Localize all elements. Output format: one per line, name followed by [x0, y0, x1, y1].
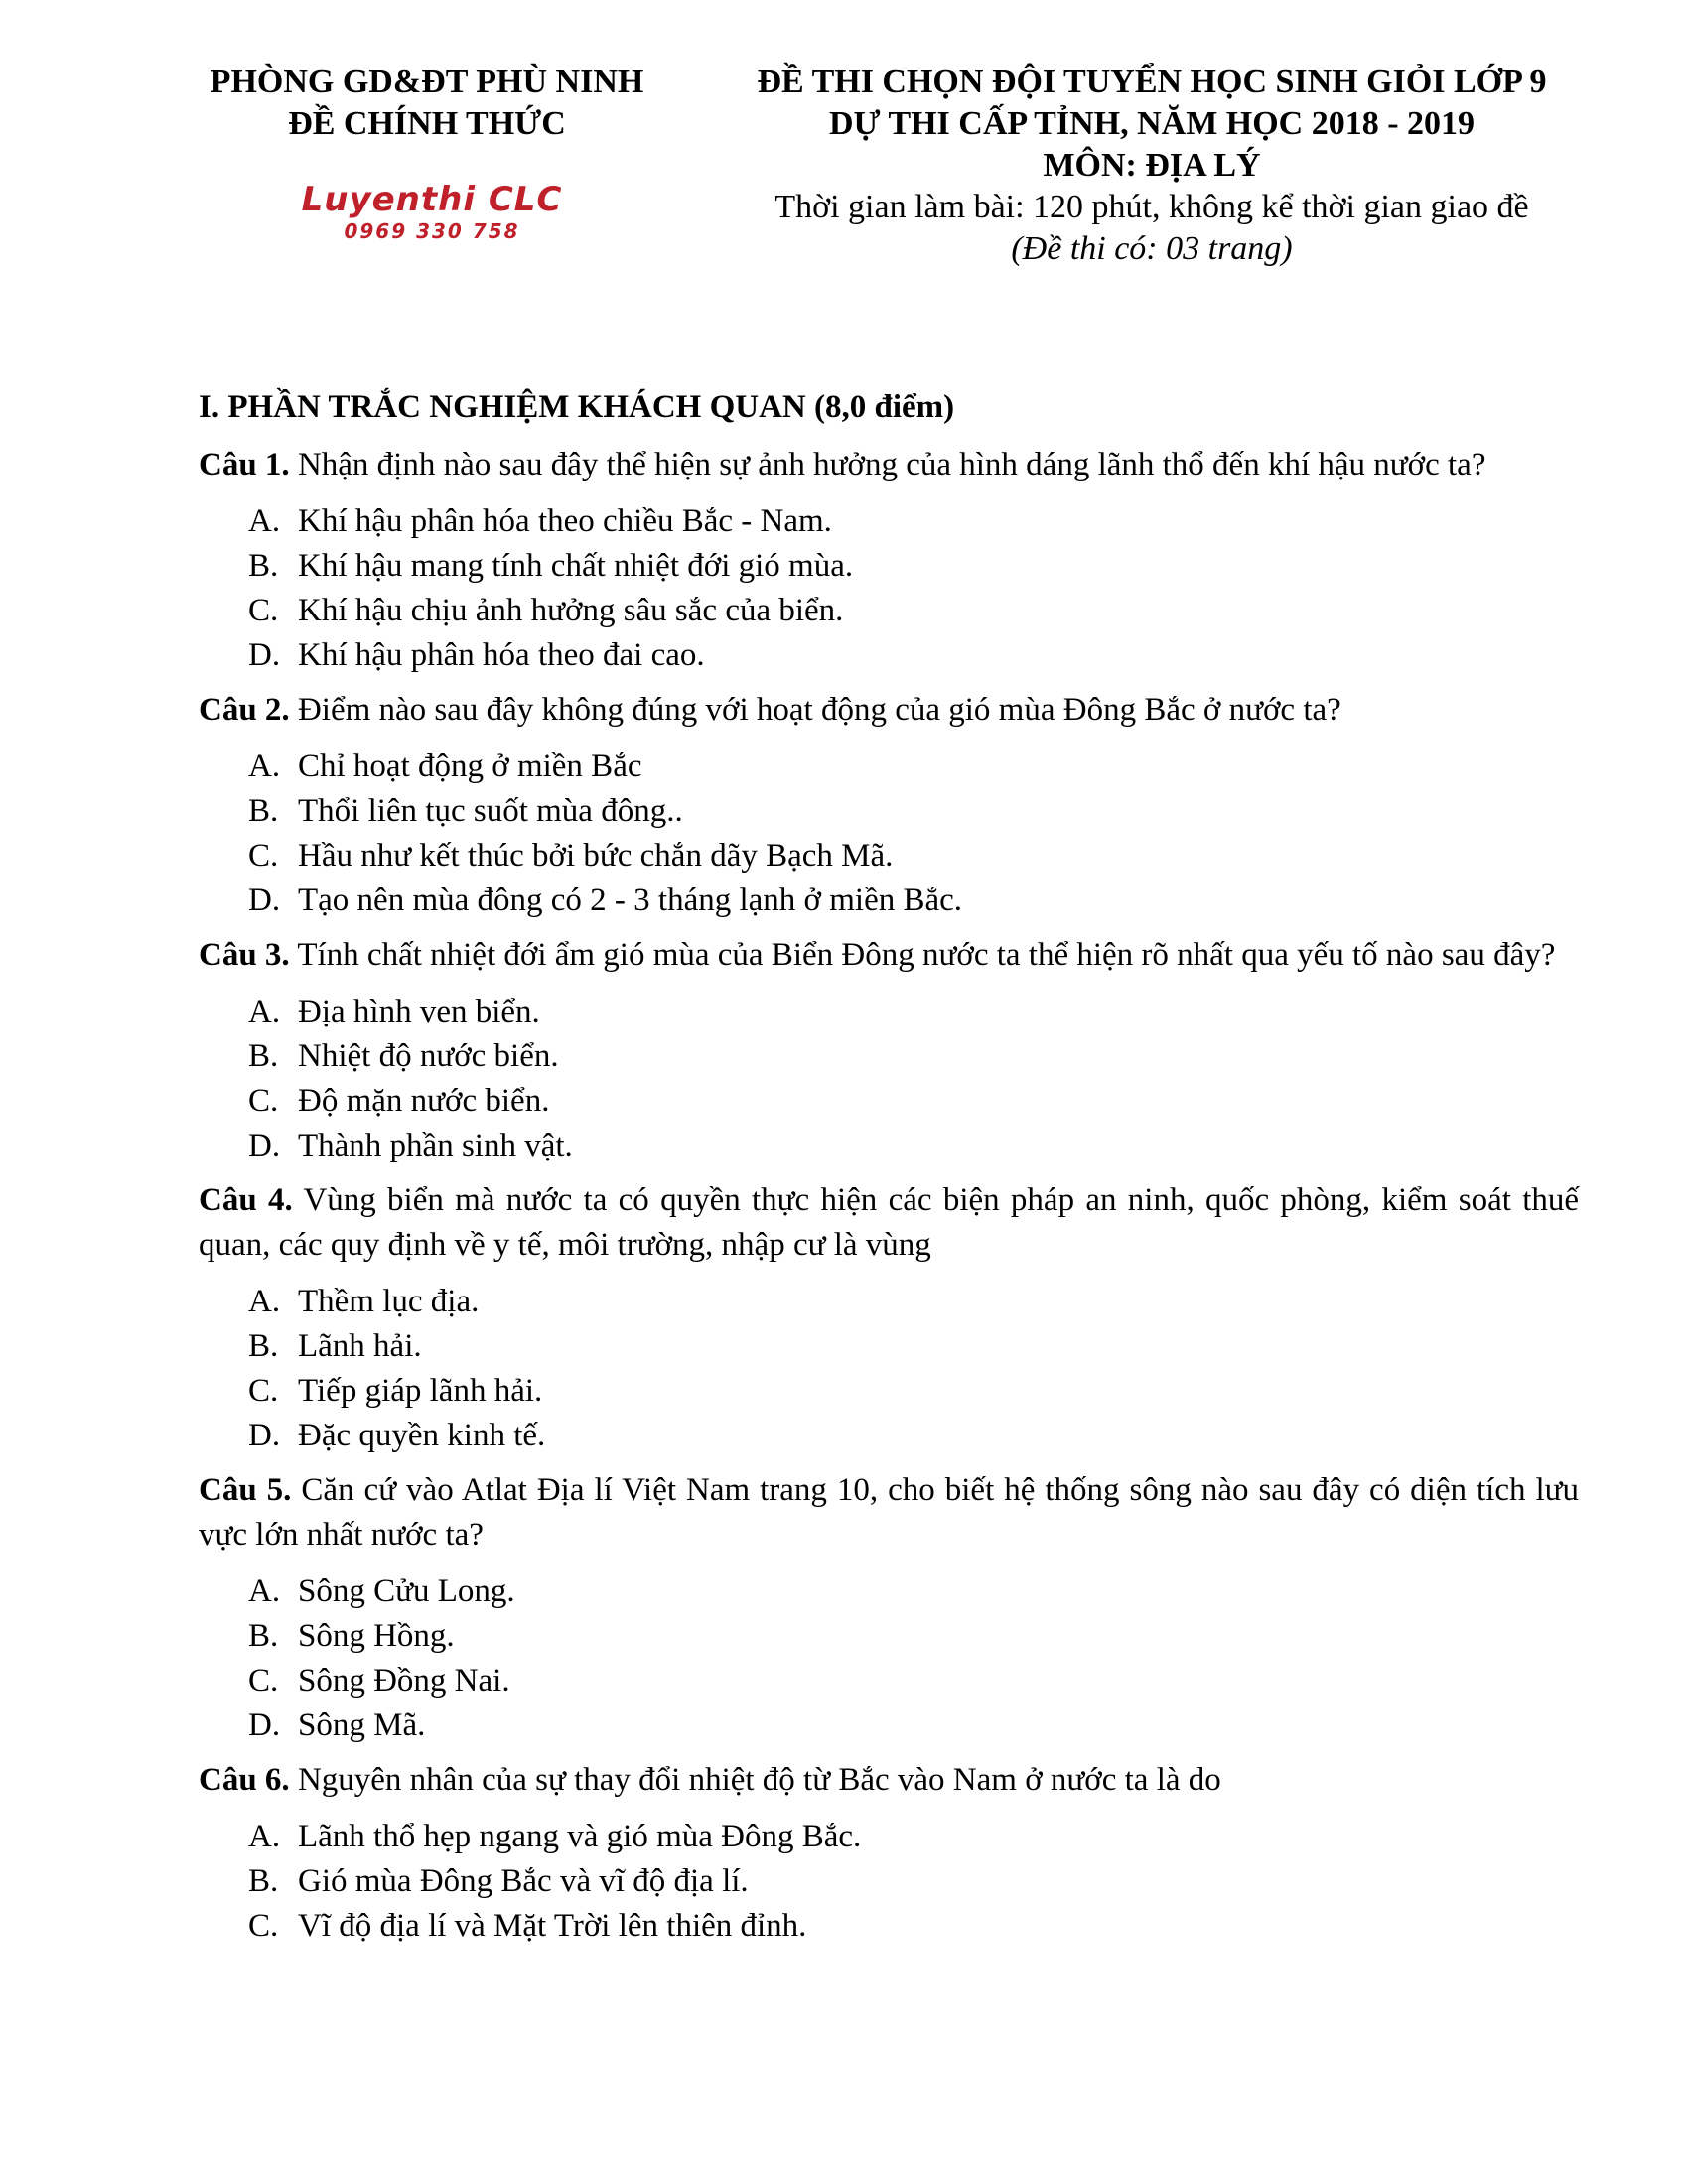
question-label: Câu 2. [199, 692, 290, 728]
question-label: Câu 1. [199, 447, 290, 482]
page-count-note: (Đề thi có: 03 trang) [1011, 230, 1293, 267]
answer-options [199, 1280, 1579, 1458]
option-letter: D. [248, 1418, 281, 1453]
option-text: Tiếp giáp lãnh hải. [298, 1373, 543, 1409]
question-text [199, 443, 1579, 487]
exam-title: ĐỀ THI CHỌN ĐỘI TUYỂN HỌC SINH GIỎI LỚP 9 [757, 64, 1547, 100]
option-text: Gió mùa Đông Bắc và vĩ độ địa lí. [298, 1863, 749, 1899]
option-letter: D. [248, 637, 281, 673]
answer-option [199, 879, 1579, 923]
option-letter: C. [248, 1908, 279, 1944]
question-body: Nhận định nào sau đây thể hiện sự ảnh hưởng của hình dáng lãnh thổ đến khí hậu nước ta? [297, 447, 1486, 482]
option-text: Tạo nên mùa đông có 2 - 3 tháng lạnh ở miền Bắc. [298, 883, 963, 918]
option-text: Khí hậu mang tính chất nhiệt đới gió mùa. [298, 548, 854, 584]
header-right [715, 62, 1589, 270]
answer-option [199, 544, 1579, 589]
answer-option [199, 1369, 1579, 1414]
subject: MÔN: ĐỊA LÝ [1043, 147, 1261, 184]
logo-name: Luyenthi CLC [301, 180, 563, 219]
answer-option [199, 1124, 1579, 1168]
option-text: Sông Mã. [298, 1707, 426, 1743]
option-letter: D. [248, 1128, 281, 1163]
question-body: Điểm nào sau đây không đúng với hoạt động của gió mùa Đông Bắc ở nước ta? [297, 692, 1341, 728]
option-letter: B. [248, 1328, 279, 1364]
answer-option [199, 1414, 1579, 1458]
answer-options [199, 1815, 1579, 1949]
answer-option [199, 1659, 1579, 1704]
option-letter: A. [248, 749, 281, 784]
exam-content [199, 385, 1579, 1959]
question-text [199, 933, 1579, 978]
question-body: Vùng biển mà nước ta có quyền thực hiện các biện pháp an ninh, quốc phòng, kiểm soát thuế quan, các quy định về y tế, môi trường, nhập cư là vùng [199, 1182, 1580, 1263]
section-title: I. PHẦN TRẮC NGHIỆM KHÁCH QUAN (8,0 điểm) [199, 389, 955, 425]
answer-options [199, 990, 1579, 1168]
answer-option [199, 1614, 1579, 1659]
option-letter: C. [248, 1663, 279, 1699]
option-text: Nhiệt độ nước biển. [298, 1038, 559, 1074]
answer-option [199, 990, 1579, 1034]
answer-option [199, 1324, 1579, 1369]
header-left [189, 62, 665, 145]
question-label: Câu 6. [199, 1762, 290, 1798]
option-letter: B. [248, 1863, 279, 1899]
answer-option [199, 789, 1579, 834]
option-text: Khí hậu phân hóa theo chiều Bắc - Nam. [298, 503, 832, 539]
question-item [199, 933, 1579, 1168]
question-body: Căn cứ vào Atlat Địa lí Việt Nam trang 10, cho biết hệ thống sông nào sau đây có diện tích lưu vực lớn nhất nước ta? [199, 1472, 1580, 1553]
option-text: Khí hậu phân hóa theo đai cao. [298, 637, 705, 673]
option-letter: A. [248, 503, 281, 539]
question-item [199, 688, 1579, 923]
question-text [199, 1758, 1579, 1803]
answer-option [199, 1815, 1579, 1859]
luyenthi-logo [280, 181, 584, 252]
option-letter: B. [248, 1618, 279, 1654]
option-letter: B. [248, 1038, 279, 1074]
question-body: Nguyên nhân của sự thay đổi nhiệt độ từ Bắc vào Nam ở nước ta là do [297, 1762, 1221, 1798]
option-text: Khí hậu chịu ảnh hưởng sâu sắc của biển. [298, 593, 844, 628]
option-letter: C. [248, 593, 279, 628]
option-letter: C. [248, 838, 279, 874]
option-text: Sông Hồng. [298, 1618, 455, 1654]
exam-subtitle: DỰ THI CẤP TỈNH, NĂM HỌC 2018 - 2019 [828, 105, 1476, 142]
question-text [199, 1468, 1579, 1558]
option-text: Thềm lục địa. [298, 1284, 480, 1319]
option-text: Thổi liên tục suốt mùa đông.. [298, 793, 683, 829]
option-text: Vĩ độ địa lí và Mặt Trời lên thiên đỉnh. [298, 1908, 807, 1944]
question-text [199, 1178, 1579, 1268]
question-item [199, 1758, 1579, 1949]
answer-option [199, 1704, 1579, 1748]
option-text: Sông Cửu Long. [298, 1573, 515, 1609]
option-letter: D. [248, 883, 281, 918]
answer-option [199, 633, 1579, 678]
question-item [199, 443, 1579, 678]
option-letter: C. [248, 1083, 279, 1119]
option-text: Độ mặn nước biển. [298, 1083, 550, 1119]
logo-phone: 0969 330 758 [344, 219, 520, 243]
question-label: Câu 3. [199, 937, 290, 973]
option-text: Thành phần sinh vật. [298, 1128, 573, 1163]
option-text: Sông Đồng Nai. [298, 1663, 510, 1699]
option-text: Hầu như kết thúc bởi bức chắn dãy Bạch Mã. [298, 838, 894, 874]
question-item [199, 1468, 1579, 1748]
answer-option [199, 834, 1579, 879]
option-text: Lãnh hải. [298, 1328, 422, 1364]
official-label: ĐỀ CHÍNH THỨC [288, 105, 566, 142]
question-item [199, 1178, 1579, 1458]
option-letter: A. [248, 1819, 281, 1854]
option-letter: C. [248, 1373, 279, 1409]
option-text: Đặc quyền kinh tế. [298, 1418, 546, 1453]
answer-options [199, 499, 1579, 678]
option-letter: A. [248, 994, 281, 1029]
answer-option [199, 589, 1579, 633]
answer-option [199, 1570, 1579, 1614]
answer-option [199, 1280, 1579, 1324]
question-label: Câu 5. [199, 1472, 292, 1508]
question-label: Câu 4. [199, 1182, 293, 1218]
answer-option [199, 1859, 1579, 1904]
option-text: Địa hình ven biển. [298, 994, 540, 1029]
answer-option [199, 1034, 1579, 1079]
answer-option [199, 1079, 1579, 1124]
answer-option [199, 1904, 1579, 1949]
answer-options [199, 1570, 1579, 1748]
answer-options [199, 745, 1579, 923]
option-letter: D. [248, 1707, 281, 1743]
option-letter: B. [248, 548, 279, 584]
question-list [199, 443, 1579, 1949]
department-name: PHÒNG GD&ĐT PHÙ NINH [210, 64, 644, 100]
answer-option [199, 499, 1579, 544]
option-letter: B. [248, 793, 279, 829]
option-text: Chỉ hoạt động ở miền Bắc [298, 749, 642, 784]
question-body: Tính chất nhiệt đới ẩm gió mùa của Biển Đông nước ta thể hiện rõ nhất qua yếu tố nào sau đây? [297, 937, 1556, 973]
option-text: Lãnh thổ hẹp ngang và gió mùa Đông Bắc. [298, 1819, 862, 1854]
option-letter: A. [248, 1573, 281, 1609]
answer-option [199, 745, 1579, 789]
time-allowed: Thời gian làm bài: 120 phút, không kể thời gian giao đề [774, 189, 1529, 225]
option-letter: A. [248, 1284, 281, 1319]
question-text [199, 688, 1579, 733]
